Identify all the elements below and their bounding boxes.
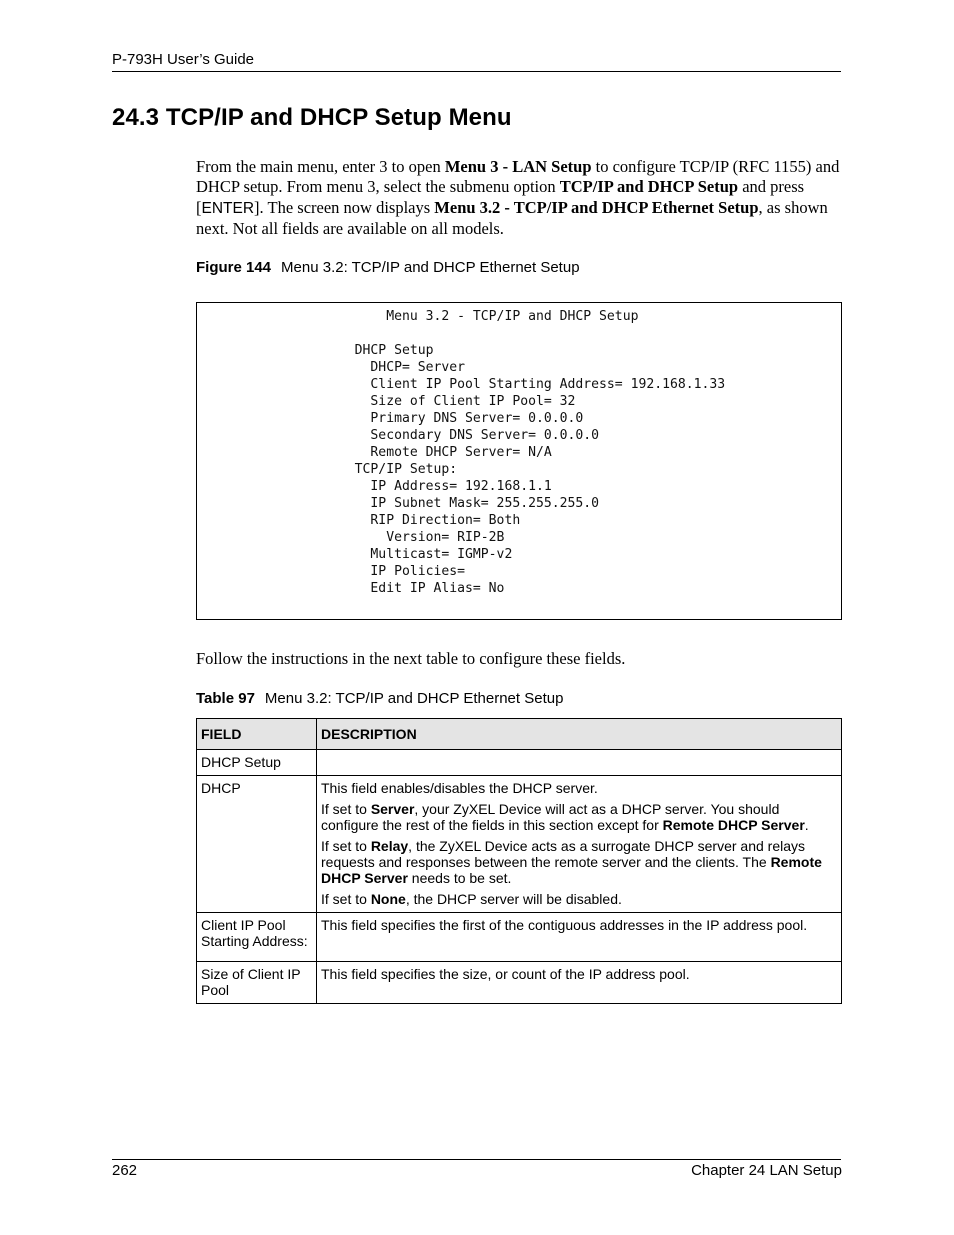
section-heading: 24.3 TCP/IP and DHCP Setup Menu xyxy=(112,104,512,131)
table-header-row xyxy=(197,719,842,750)
description-text: If set to xyxy=(321,891,371,907)
description-paragraph xyxy=(321,838,837,886)
description-cell xyxy=(317,750,842,776)
footer-divider xyxy=(112,1159,841,1160)
header-divider xyxy=(112,71,841,72)
description-cell xyxy=(317,776,842,913)
figure-label: Figure 144 xyxy=(196,259,272,276)
description-text: If set to xyxy=(321,838,371,854)
field-cell: DHCP Setup xyxy=(197,750,317,776)
running-header: P-793H User’s Guide xyxy=(112,51,255,68)
intro-text: , as shown next. Not all fields are available on all models. xyxy=(196,197,828,239)
chapter-label: Chapter 24 LAN Setup xyxy=(691,1162,842,1179)
option-name: Server xyxy=(370,801,415,817)
field-description-table xyxy=(196,718,842,1004)
field-column-header: FIELD xyxy=(197,719,317,750)
table-row xyxy=(197,776,842,913)
option-name: None xyxy=(370,891,406,907)
intro-submenu-name: TCP/IP and DHCP Setup xyxy=(559,177,739,197)
intro-paragraph xyxy=(196,157,846,240)
description-text: . xyxy=(804,817,809,833)
intro-text: to configure TCP/IP (RFC 1155) and DHCP setup. From menu 3, select the submenu option xyxy=(196,157,840,197)
description-paragraph xyxy=(321,801,837,833)
description-text: needs to be set. xyxy=(407,870,512,886)
menu-screen-figure xyxy=(196,302,842,620)
field-reference: Remote DHCP Server xyxy=(321,854,822,886)
figure-title: Menu 3.2: TCP/IP and DHCP Ethernet Setup xyxy=(281,259,580,276)
table-caption xyxy=(196,690,563,707)
description-text: , your ZyXEL Device will act as a DHCP server. You should configure the rest of the fields in this section except for xyxy=(321,801,780,833)
description-cell: This field specifies the size, or count of the IP address pool. xyxy=(317,962,842,1004)
intro-text: From the main menu, enter 3 to open xyxy=(196,157,445,176)
intro-screen-name: Menu 3.2 - TCP/IP and DHCP Ethernet Setup xyxy=(434,197,759,217)
table-title: Menu 3.2: TCP/IP and DHCP Ethernet Setup xyxy=(264,690,564,707)
description-text: , the DHCP server will be disabled. xyxy=(405,891,622,907)
intro-text: and press [ xyxy=(196,177,805,217)
field-cell: Client IP Pool Starting Address: xyxy=(197,913,317,962)
intro-menu-name: Menu 3 - LAN Setup xyxy=(444,157,592,176)
description-text: , the ZyXEL Device acts as a surrogate DHCP server and relays requests and responses between the remote server and the clients. The xyxy=(321,838,806,870)
intro-key-name: ENTER xyxy=(201,199,255,217)
description-column-header: DESCRIPTION xyxy=(317,719,842,750)
description-paragraph: This field enables/disables the DHCP server. xyxy=(321,780,598,796)
intro-text: ]. The screen now displays xyxy=(254,197,435,217)
field-cell: DHCP xyxy=(197,776,317,913)
option-name: Relay xyxy=(370,838,409,854)
table-row xyxy=(197,750,842,776)
figure-caption xyxy=(196,259,580,276)
description-cell: This field specifies the first of the contiguous addresses in the IP address pool. xyxy=(317,913,842,962)
field-reference: Remote DHCP Server xyxy=(662,817,805,833)
description-paragraph xyxy=(321,891,837,907)
field-cell: Size of Client IP Pool xyxy=(197,962,317,1004)
menu-screen-text: Menu 3.2 - TCP/IP and DHCP Setup DHCP Setup DHCP= Server Client IP Pool Starting Address= 192.168.1.33 Size of Client IP Pool= 32 Primary DNS Server= 0.0.0.0 Secondary DNS Server= 0.0.0.0 Remote DHCP Server= N/A TCP/IP Setup: IP Address= 192.168.1.1 IP Subnet Mask= 255.255.255.0 RIP Direction= Both Version= RIP-2B Multicast= IGMP-v2 IP Policies= Edit IP Alias= No xyxy=(354,309,726,596)
table-row xyxy=(197,962,842,1004)
table-row xyxy=(197,913,842,962)
description-text: If set to xyxy=(321,801,371,817)
follow-paragraph: Follow the instructions in the next table to configure these fields. xyxy=(196,649,626,668)
page-number: 262 xyxy=(112,1162,138,1179)
table-label: Table 97 xyxy=(196,690,255,707)
